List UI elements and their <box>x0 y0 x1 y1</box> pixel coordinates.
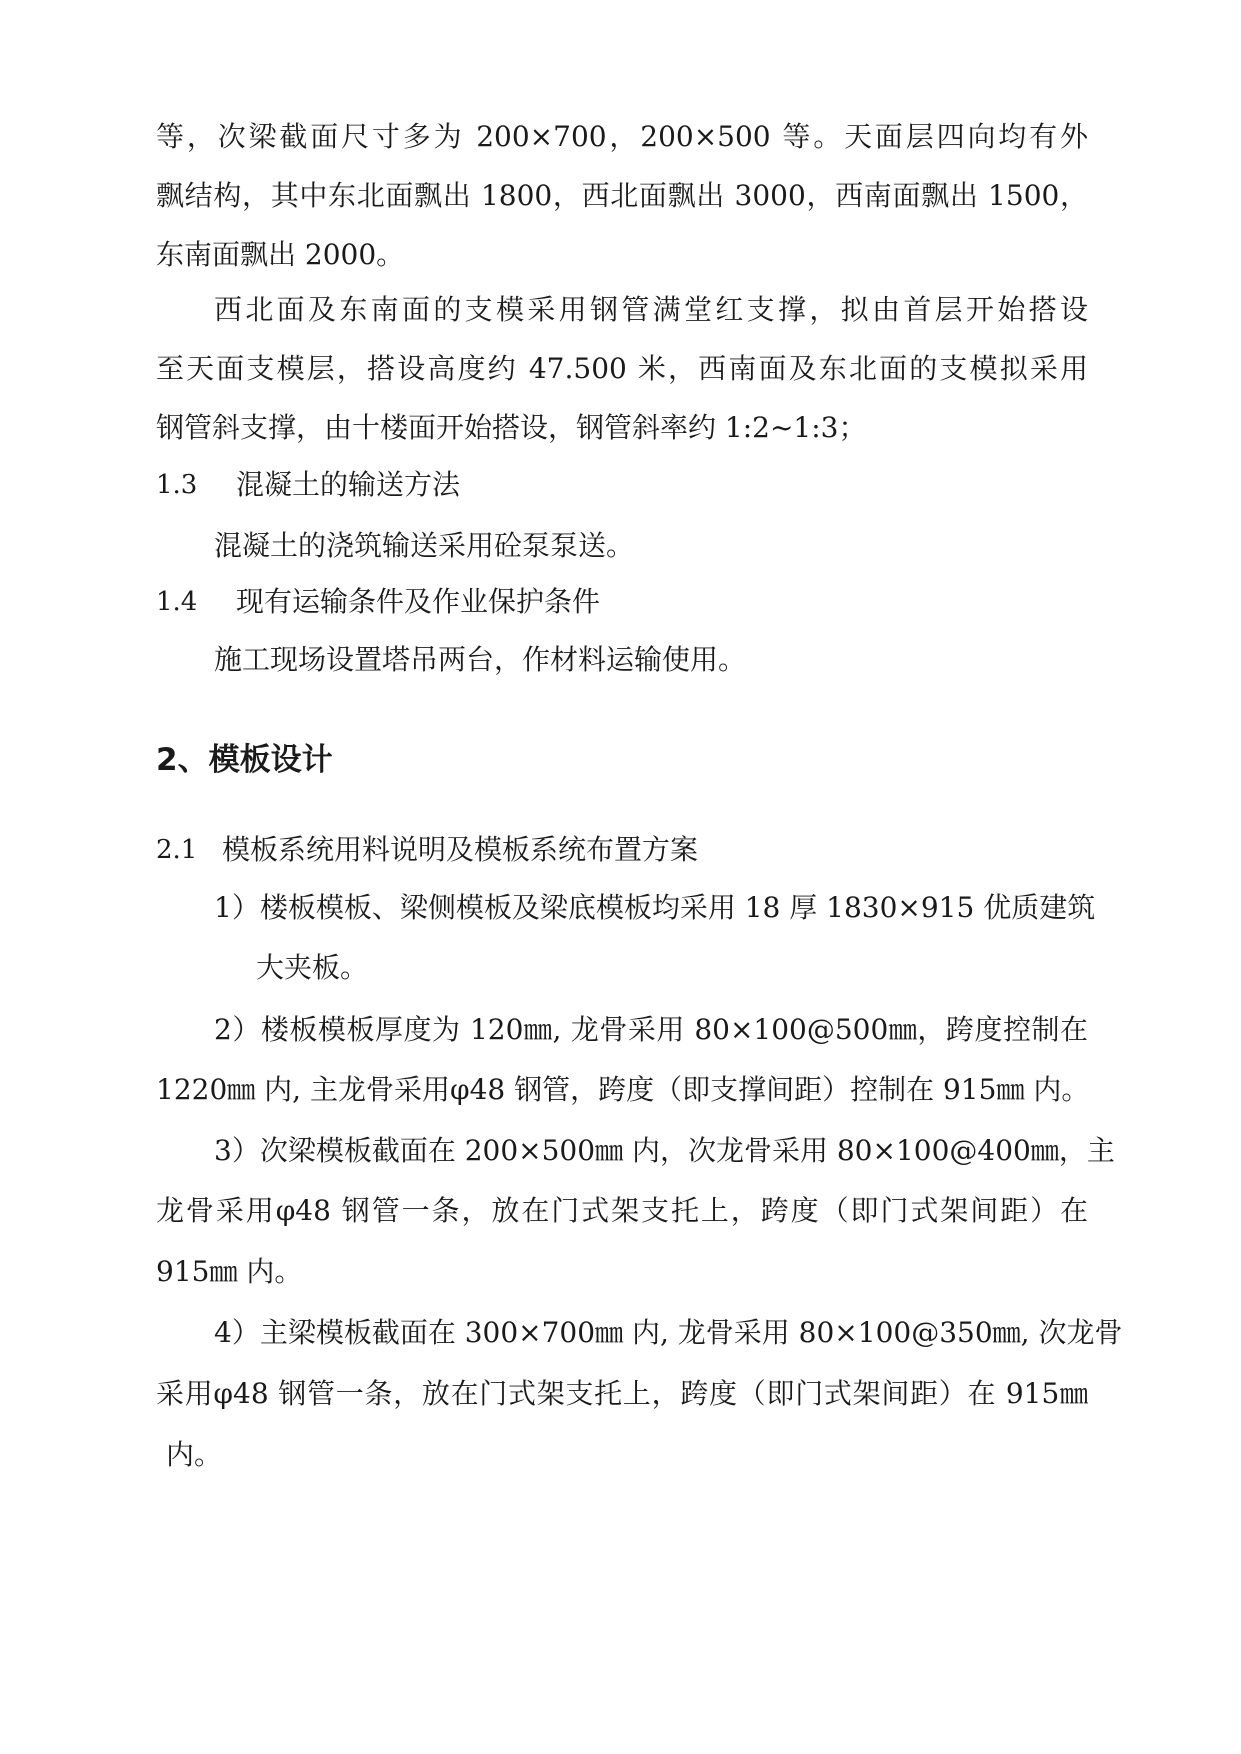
section-title: 混凝土的输送方法 <box>236 468 461 501</box>
item-2-line-2: 1220㎜ 内, 主龙骨采用φ48 钢管，跨度（即支撑间距）控制在 915㎜ 内。 <box>156 1073 1090 1106</box>
paragraph-2-line-1: 西北面及东南面的支模采用钢管满堂红支撑，拟由首层开始搭设 <box>214 293 1088 326</box>
paragraph-1-line-1: 等，次梁截面尺寸多为 200×700，200×500 等。天面层四向均有外 <box>156 120 1088 153</box>
section-title: 现有运输条件及作业保护条件 <box>236 585 601 618</box>
item-2-line-1: 2）楼板模板厚度为 120㎜, 龙骨采用 80×100@500㎜，跨度控制在 <box>214 1013 1088 1046</box>
section-title: 模板系统用料说明及模板系统布置方案 <box>222 833 699 866</box>
paragraph-1-line-3: 东南面飘出 2000。 <box>156 238 405 271</box>
item-3-line-2: 龙骨采用φ48 钢管一条，放在门式架支托上，跨度（即门式架间距）在 <box>156 1194 1088 1227</box>
section-number: 1.3 <box>156 470 198 500</box>
section-number: 2.1 <box>156 835 198 865</box>
item-3-line-1: 3）次梁模板截面在 200×500㎜ 内，次龙骨采用 80×100@400㎜，主 <box>214 1134 1115 1167</box>
section-1-3-body: 混凝土的浇筑输送采用砼泵泵送。 <box>214 529 635 562</box>
paragraph-2-line-3: 钢管斜支撑，由十楼面开始搭设，钢管斜率约 1:2~1:3； <box>156 411 867 444</box>
item-3-line-3: 915㎜ 内。 <box>156 1255 303 1288</box>
section-number: 1.4 <box>156 587 198 617</box>
chapter-2-heading: 2、模板设计 <box>156 742 333 778</box>
section-1-4-body: 施工现场设置塔吊两台，作材料运输使用。 <box>214 643 747 676</box>
paragraph-2-line-2: 至天面支模层，搭设高度约 47.500 米，西南面及东北面的支模拟采用 <box>156 352 1088 385</box>
item-4-line-1: 4）主梁模板截面在 300×700㎜ 内, 龙骨采用 80×100@350㎜, 次龙骨 <box>214 1316 1123 1349</box>
item-1-line-2: 大夹板。 <box>256 951 369 984</box>
item-1-line-1: 1）楼板模板、梁侧模板及梁底模板均采用 18 厚 1830×915 优质建筑 <box>214 891 1096 924</box>
paragraph-1-line-2: 飘结构，其中东北面飘出 1800，西北面飘出 3000，西南面飘出 1500， <box>156 179 1088 212</box>
item-4-line-2: 采用φ48 钢管一条，放在门式架支托上，跨度（即门式架间距）在 915㎜ <box>156 1377 1088 1410</box>
item-4-line-3: 内。 <box>166 1438 223 1471</box>
